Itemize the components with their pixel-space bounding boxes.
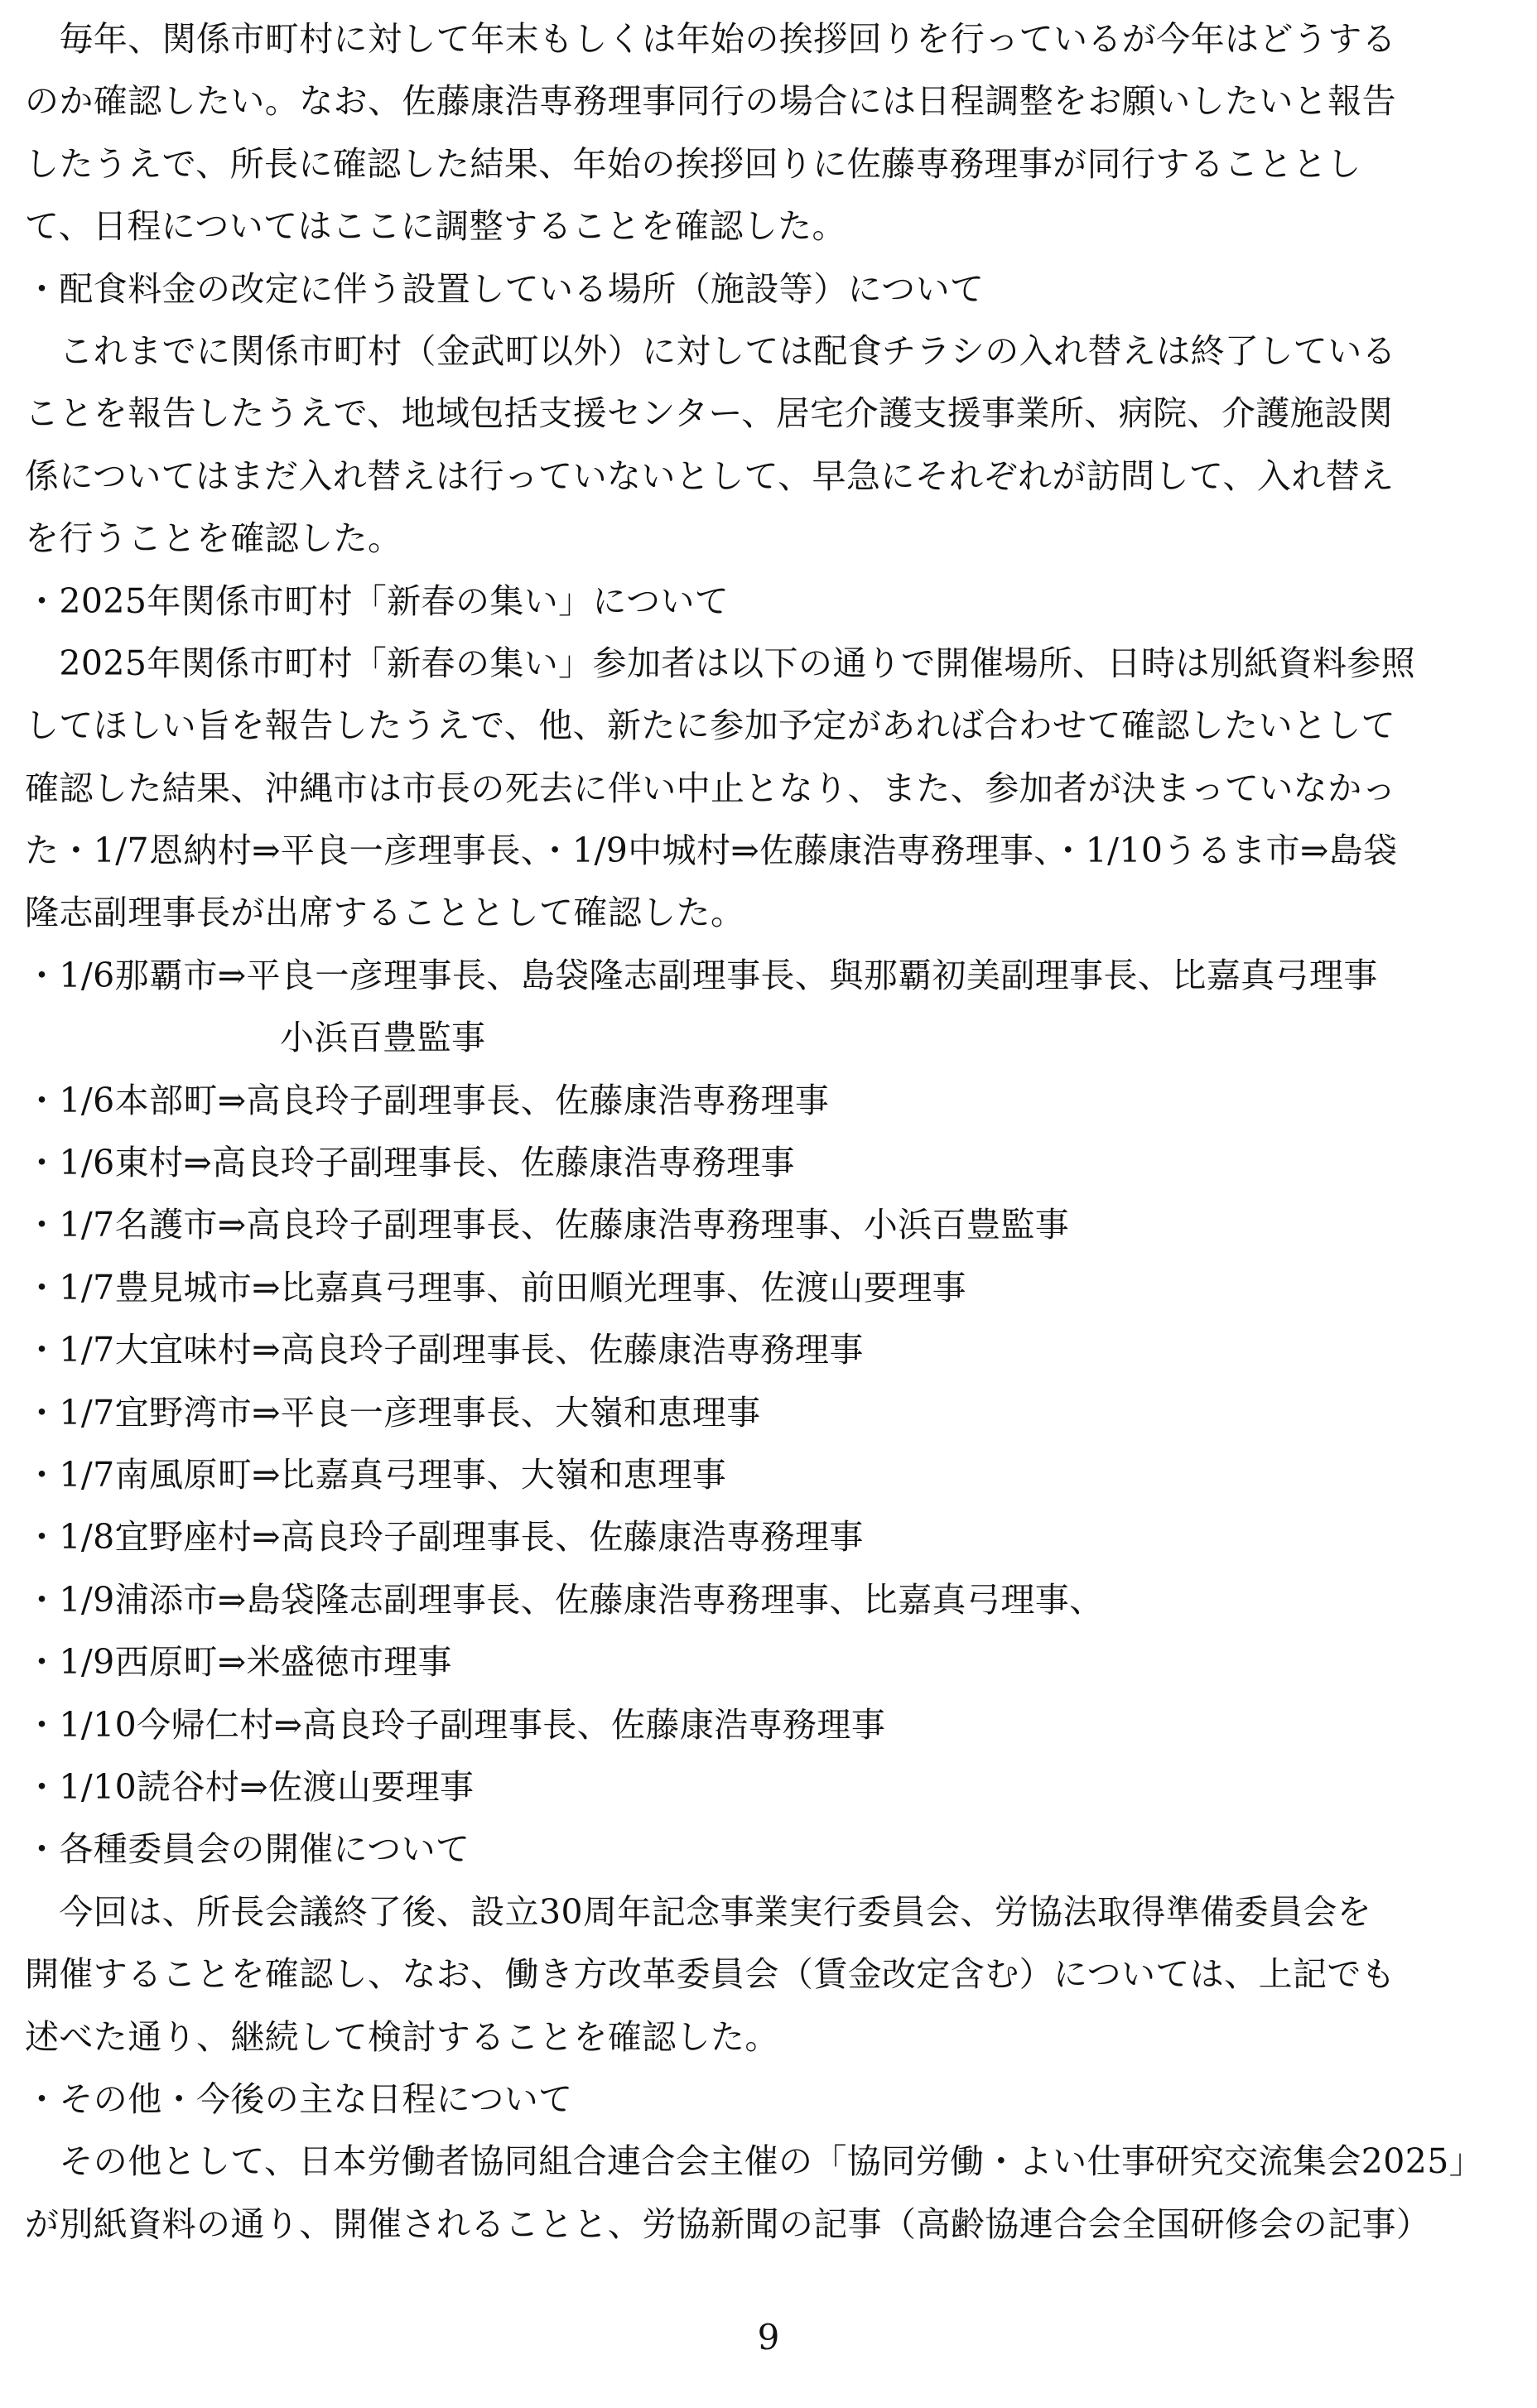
section-heading: ・その他・今後の主な日程について (25, 2078, 573, 2119)
document-body (25, 8, 1507, 2256)
paragraph-line: を行うことを確認した。 (25, 518, 402, 559)
paragraph-line: 隆志副理事長が出席することとして確認した。 (25, 893, 745, 933)
section-heading: ・配食料金の改定に伴う設置している場所（施設等）について (25, 268, 985, 309)
list-item: ・1/7大宜味村⇒高良玲子副理事長、佐藤康浩専務理事 (25, 1330, 864, 1370)
list-item: ・1/7豊見城市⇒比嘉真弓理事、前田順光理事、佐渡山要理事 (25, 1267, 966, 1308)
paragraph-line: 今回は、所長会議終了後、設立30周年記念事業実行委員会、労協法取得準備委員会を (25, 1891, 1372, 1932)
paragraph-line: 毎年、関係市町村に対して年末もしくは年始の挨拶回りを行っているが今年はどうする (25, 19, 1396, 59)
page-number: 9 (757, 2317, 780, 2357)
paragraph-line: 係についてはまだ入れ替えは行っていないとして、早急にそれぞれが訪問して、入れ替え (25, 455, 1395, 496)
list-item: ・1/10今帰仁村⇒高良玲子副理事長、佐藤康浩専務理事 (25, 1704, 886, 1745)
list-item: ・1/10読谷村⇒佐渡山要理事 (25, 1766, 475, 1807)
paragraph-line: て、日程についてはここに調整することを確認した。 (25, 206, 846, 247)
paragraph-line: 述べた通り、継続して検討することを確認した。 (25, 2016, 779, 2057)
paragraph-line: 開催することを確認し、なお、働き方改革委員会（賃金改定含む）については、上記でも (25, 1954, 1396, 1995)
list-item: ・1/7南風原町⇒比嘉真弓理事、大嶺和恵理事 (25, 1454, 727, 1495)
list-item: ・1/9西原町⇒米盛徳市理事 (25, 1642, 452, 1683)
paragraph-line: のか確認したい。なお、佐藤康浩専務理事同行の場合には日程調整をお願いしたいと報告 (25, 81, 1396, 122)
list-item: ・1/6東村⇒高良玲子副理事長、佐藤康浩専務理事 (25, 1143, 795, 1183)
paragraph-line: その他として、日本労働者協同組合連合会主催の「協同労働・よい仕事研究交流集会2025」 (25, 2141, 1484, 2182)
list-item: ・1/6那覇市⇒平良一彦理事長、島袋隆志副理事長、與那覇初美副理事長、比嘉真弓理事 (25, 955, 1378, 995)
paragraph-line: したうえで、所長に確認した結果、年始の挨拶回りに佐藤専務理事が同行することとし (25, 143, 1361, 184)
list-item: ・1/7名護市⇒高良玲子副理事長、佐藤康浩専務理事、小浜百豊監事 (25, 1205, 1070, 1245)
paragraph-line: これまでに関係市町村（金武町以外）に対しては配食チラシの入れ替えは終了している (25, 330, 1396, 371)
paragraph-line: が別紙資料の通り、開催されることと、労協新聞の記事（高齢協連合会全国研修会の記事） (25, 2203, 1431, 2244)
paragraph-line: ことを報告したうえで、地域包括支援センター、居宅介護支援事業所、病院、介護施設関 (25, 393, 1393, 434)
list-item: ・1/7宜野湾市⇒平良一彦理事長、大嶺和恵理事 (25, 1392, 761, 1433)
section-heading: ・2025年関係市町村「新春の集い」について (25, 580, 730, 621)
list-item: ・1/9浦添市⇒島袋隆志副理事長、佐藤康浩専務理事、比嘉真弓理事、 (25, 1579, 1104, 1620)
paragraph-line: してほしい旨を報告したうえで、他、新たに参加予定があれば合わせて確認したいとして (25, 706, 1396, 746)
paragraph-line: 確認した結果、沖縄市は市長の死去に伴い中止となり、また、参加者が決まっていなかっ (25, 768, 1396, 808)
list-item: ・1/6本部町⇒高良玲子副理事長、佐藤康浩専務理事 (25, 1080, 830, 1120)
list-item: ・1/8宜野座村⇒高良玲子副理事長、佐藤康浩専務理事 (25, 1517, 864, 1558)
paragraph-line: 2025年関係市町村「新春の集い」参加者は以下の通りで開催場所、日時は別紙資料参照 (25, 643, 1416, 683)
paragraph-line: た・1/7恩納村⇒平良一彦理事長、・1/9中城村⇒佐藤康浩専務理事、・1/10うるま市⇒島袋 (25, 831, 1398, 871)
section-heading: ・各種委員会の開催について (25, 1829, 470, 1870)
list-item-continuation: 小浜百豊監事 (280, 1018, 486, 1058)
